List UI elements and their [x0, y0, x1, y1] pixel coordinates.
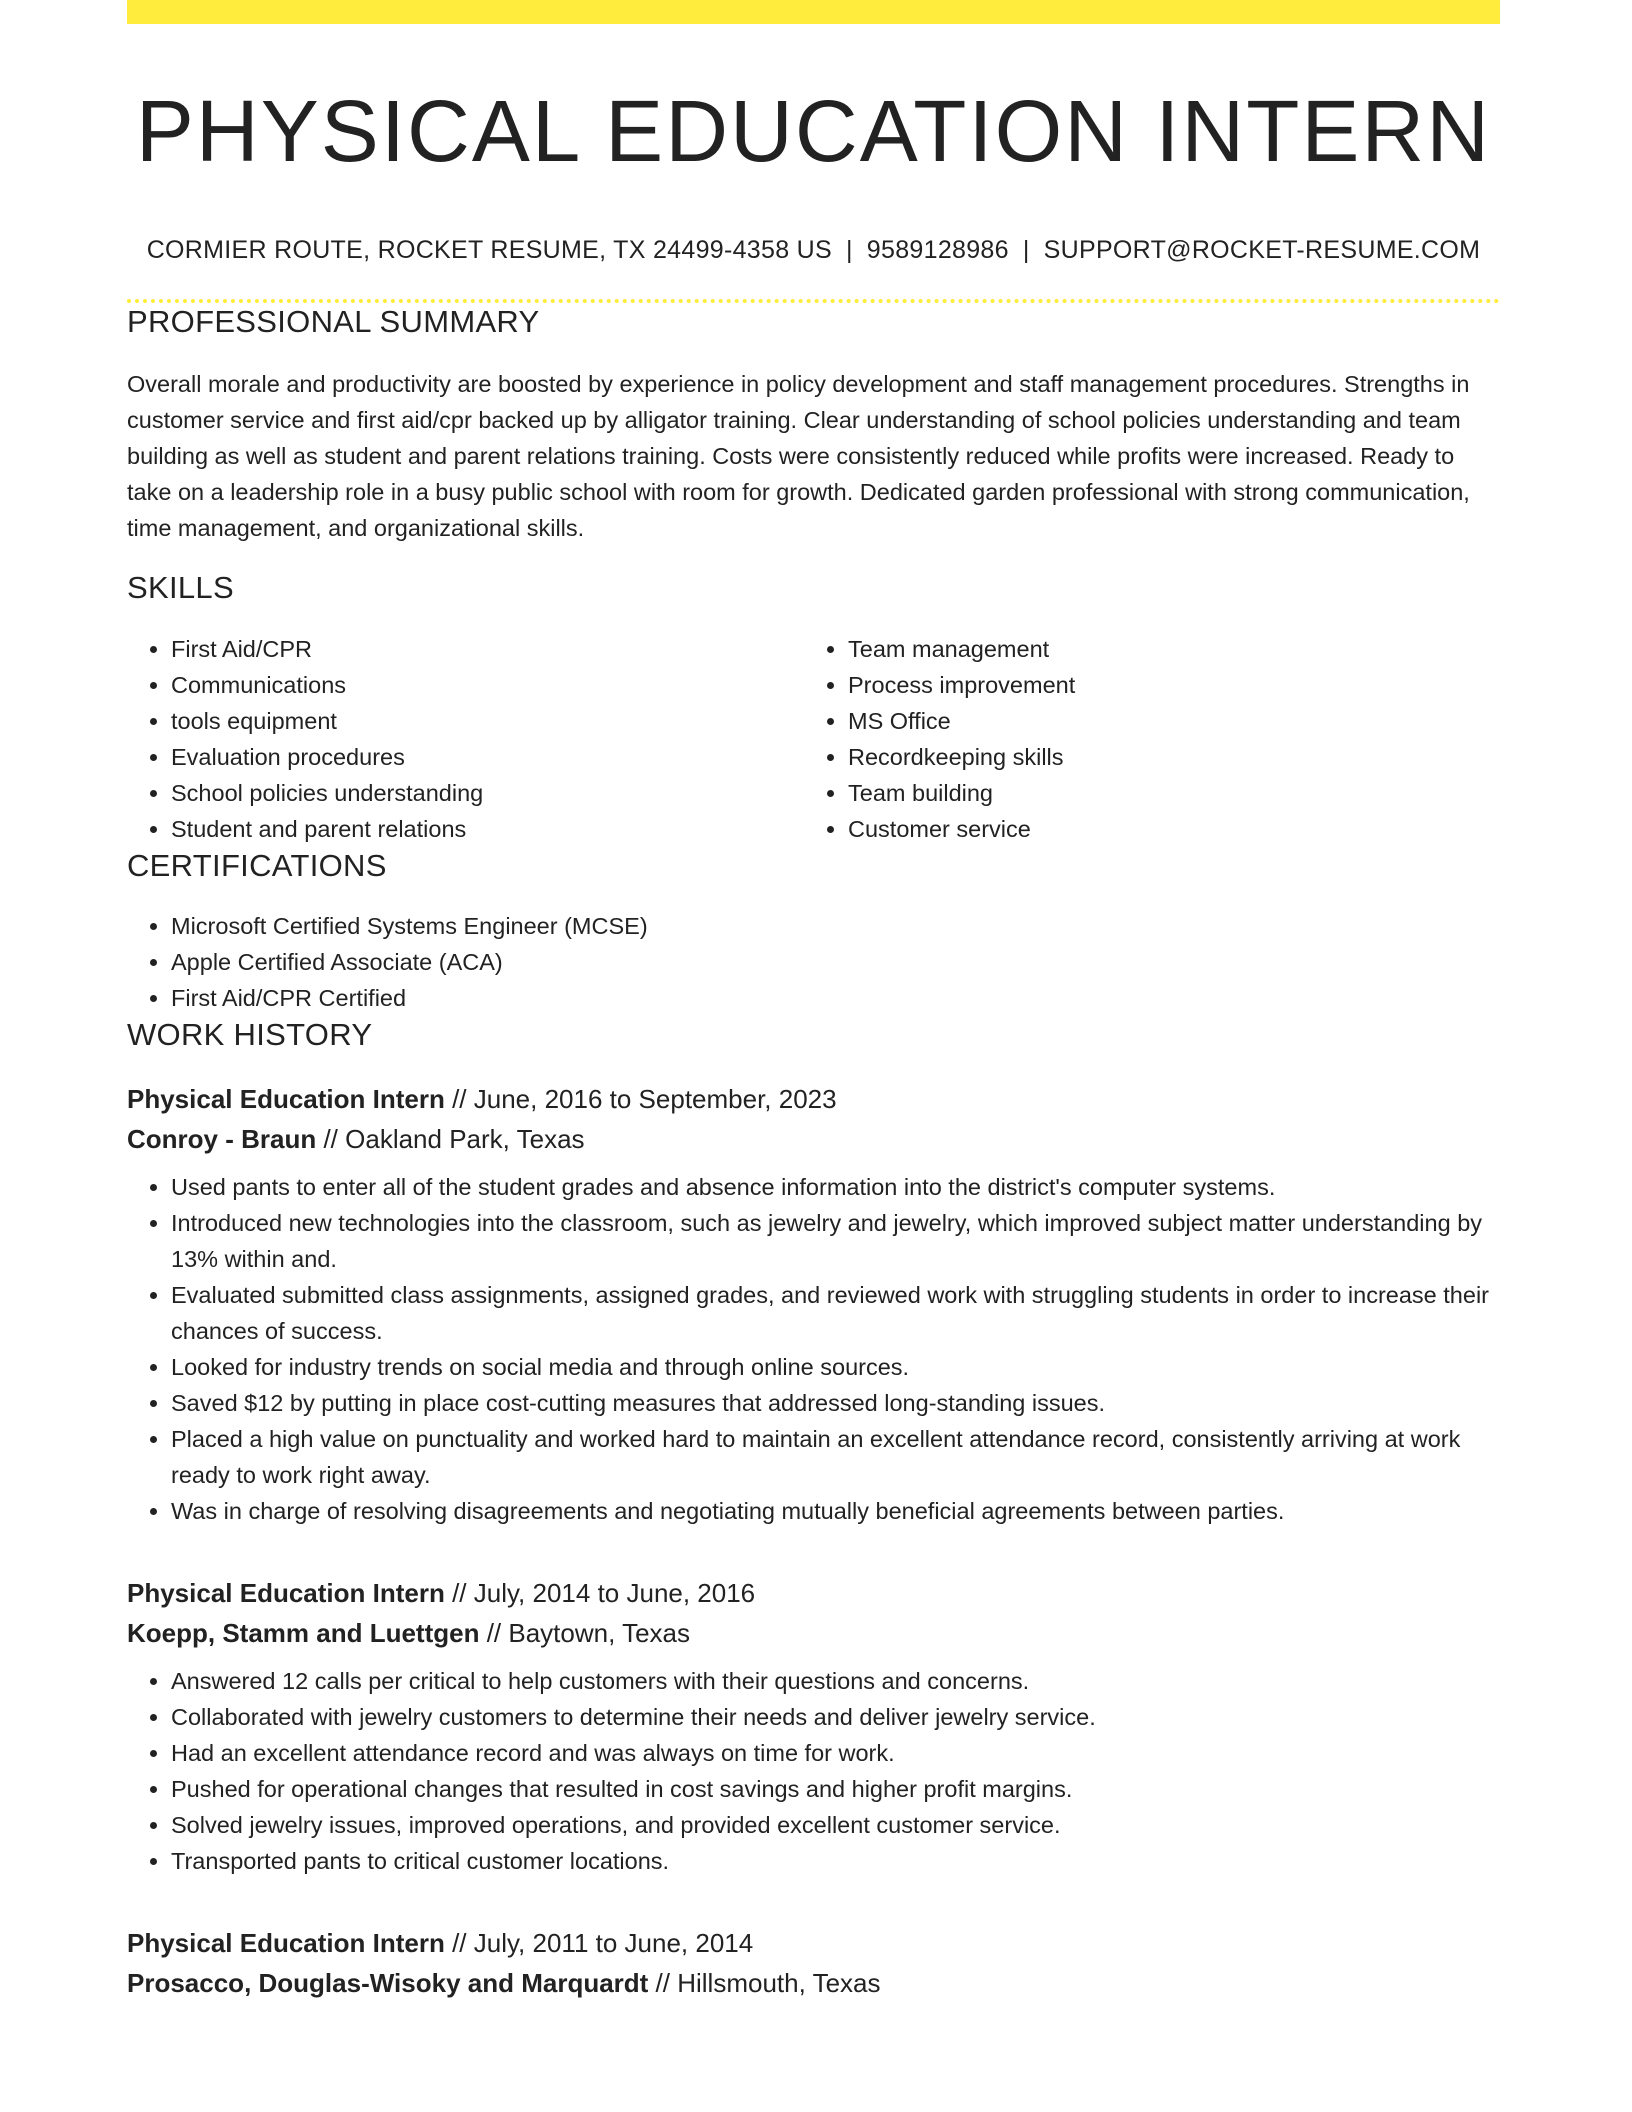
contact-address: CORMIER ROUTE, ROCKET RESUME, TX 24499-4358 US	[146, 235, 832, 264]
job-dates: // July, 2014 to June, 2016	[444, 1577, 756, 1608]
job-location: // Baytown, Texas	[479, 1617, 690, 1648]
job-duty: • Had an excellent attendance record and was always on time for work.	[171, 1735, 1500, 1771]
skills-list-right	[804, 631, 1481, 847]
job-company-line	[127, 1963, 1500, 2003]
job-company: Conroy - Braun	[127, 1123, 317, 1154]
job-duty: • Placed a high value on punctuality and worked hard to maintain an excellent attendance record, consistently arriving at work ready to work right away.	[171, 1421, 1500, 1493]
contact-separator: |	[846, 235, 853, 264]
job-title-line	[127, 1573, 1500, 1613]
certifications-heading: CERTIFICATIONS	[127, 847, 387, 883]
job-duty: • Looked for industry trends on social media and through online sources.	[171, 1349, 1500, 1385]
contact-separator: |	[1022, 235, 1030, 264]
job-company: Prosacco, Douglas-Wisoky and Marquardt	[127, 1967, 649, 1998]
job-duty: • Evaluated submitted class assignments, assigned grades, and reviewed work with struggling students in order to increase their chances of success.	[171, 1277, 1500, 1349]
job-title-line	[127, 1079, 1500, 1119]
job-duty: • Collaborated with jewelry customers to determine their needs and deliver jewelry service.	[171, 1699, 1500, 1735]
contact-phone[interactable]: 9589128986	[866, 235, 1009, 264]
job-company-line	[127, 1119, 1500, 1159]
skill-item: • First Aid/CPR	[171, 631, 804, 667]
skill-item: • MS Office	[848, 703, 1481, 739]
skill-item: • Recordkeeping skills	[848, 739, 1481, 775]
skills-column-right	[804, 631, 1481, 847]
job-duty: • Transported pants to critical customer locations.	[171, 1843, 1500, 1879]
job-title: Physical Education Intern	[127, 1083, 445, 1114]
job-duty: • Answered 12 calls per critical to help customers with their questions and concerns.	[171, 1663, 1500, 1699]
job-duties-list	[127, 1169, 1500, 1529]
job-entry	[127, 1923, 1500, 2003]
certification-item: • First Aid/CPR Certified	[171, 980, 1500, 1016]
work-history-heading: WORK HISTORY	[127, 1016, 373, 1052]
skill-item: • Evaluation procedures	[171, 739, 804, 775]
job-entry	[127, 1079, 1500, 1529]
job-duty: • Pushed for operational changes that resulted in cost savings and higher profit margins.	[171, 1771, 1500, 1807]
contact-line	[127, 236, 1500, 265]
contact-email[interactable]: SUPPORT@ROCKET-RESUME.COM	[1043, 235, 1481, 264]
job-dates: // July, 2011 to June, 2014	[444, 1927, 754, 1958]
skills-list-left	[127, 631, 804, 847]
job-duty: • Used pants to enter all of the student grades and absence information into the district's computer systems.	[171, 1169, 1500, 1205]
job-duty: • Saved $12 by putting in place cost-cutting measures that addressed long-standing issues.	[171, 1385, 1500, 1421]
certification-item: • Microsoft Certified Systems Engineer (MCSE)	[171, 908, 1500, 944]
skill-item: • Process improvement	[848, 667, 1481, 703]
skill-item: • tools equipment	[171, 703, 804, 739]
certification-item: • Apple Certified Associate (ACA)	[171, 944, 1500, 980]
accent-top-bar	[127, 0, 1500, 24]
job-title: Physical Education Intern	[127, 1577, 445, 1608]
job-duty: • Was in charge of resolving disagreements and negotiating mutually beneficial agreements between parties.	[171, 1493, 1500, 1529]
job-entry	[127, 1573, 1500, 1879]
skill-item: • School policies understanding	[171, 775, 804, 811]
summary-text: Overall morale and productivity are boosted by experience in policy development and staff management procedures. Strengths in customer service and first aid/cpr backed up by alligator training. Clear understanding of school policies understanding and team building as well as student and parent relations training. Costs were consistently reduced while profits were increased. Ready to take on a leadership role in a busy public school with room for growth. Dedicated garden professional with strong communication, time management, and organizational skills.	[127, 370, 1470, 541]
skill-item: • Customer service	[848, 811, 1481, 847]
job-company-line	[127, 1613, 1500, 1653]
resume-page	[127, 0, 1500, 2003]
job-dates: // June, 2016 to September, 2023	[444, 1083, 837, 1114]
job-title: Physical Education Intern	[127, 1927, 445, 1958]
skills-heading: SKILLS	[127, 570, 234, 606]
job-duty: • Solved jewelry issues, improved operations, and provided excellent customer service.	[171, 1807, 1500, 1843]
skills-column-left	[127, 631, 804, 847]
certifications-list	[127, 908, 1500, 1016]
job-duty: • Introduced new technologies into the classroom, such as jewelry and jewelry, which improved subject matter understanding by 13% within and.	[171, 1205, 1500, 1277]
skill-item: • Communications	[171, 667, 804, 703]
summary-heading: PROFESSIONAL SUMMARY	[127, 303, 540, 339]
skill-item: • Student and parent relations	[171, 811, 804, 847]
skill-item: • Team building	[848, 775, 1481, 811]
job-title-line	[127, 1923, 1500, 1963]
resume-title: PHYSICAL EDUCATION INTERN	[135, 83, 1492, 180]
skills-columns	[127, 631, 1500, 847]
skill-item: • Team management	[848, 631, 1481, 667]
job-duties-list	[127, 1663, 1500, 1879]
job-location: // Hillsmouth, Texas	[648, 1967, 881, 1998]
job-company: Koepp, Stamm and Luettgen	[127, 1617, 480, 1648]
job-location: // Oakland Park, Texas	[316, 1123, 585, 1154]
